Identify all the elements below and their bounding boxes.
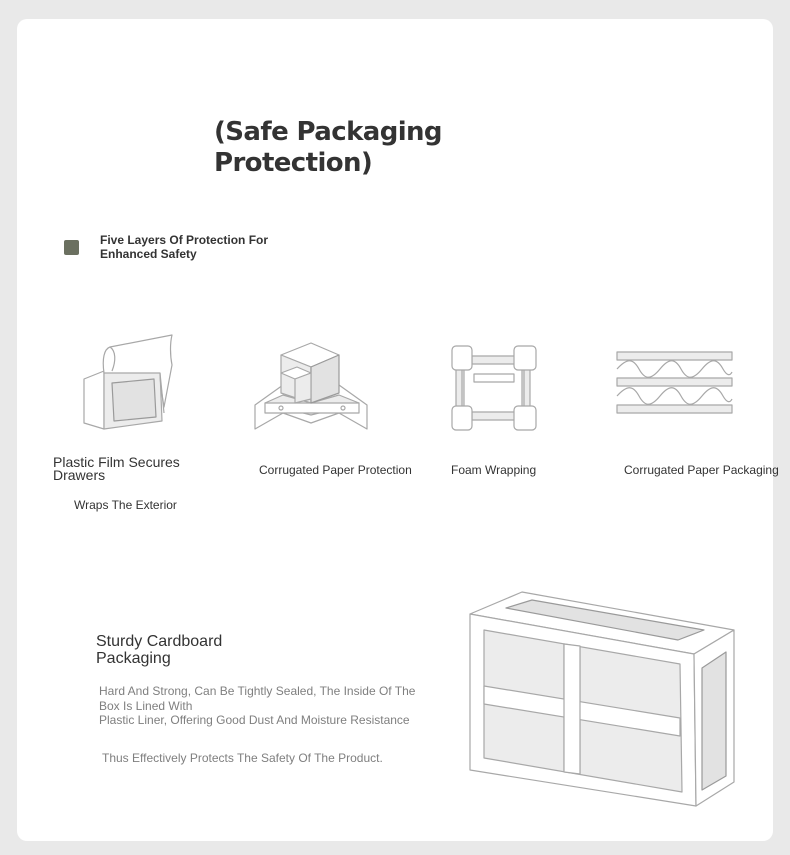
sturdy-title: Sturdy Cardboard Packaging [96,633,223,667]
layer-label-foam: Foam Wrapping [451,463,537,477]
sturdy-description [99,684,429,728]
layer-label-corrugated-protection: Corrugated Paper Protection [259,463,412,477]
page-title: (Safe Packaging Protection) [214,117,442,178]
layer-sublabel-exterior: Wraps The Exterior [74,498,177,512]
sturdy-safety-text: Thus Effectively Protects The Safety Of The Product. [102,751,383,765]
cardboard-box-icon [464,586,738,815]
sturdy-description-line: Plastic Liner, Offering Good Dust And Moisture Resistance [99,713,410,727]
corrugated-layers-icon [616,350,734,421]
highlight-text: Five Layers Of Protection For Enhanced Safety [100,233,269,261]
foam-frame-icon [450,344,538,437]
highlight-swatch [64,240,79,255]
sturdy-description-line: Hard And Strong, Can Be Tightly Sealed, The Inside Of The Box Is Lined With [99,684,416,713]
plastic-film-drawer-icon [80,333,176,438]
layer-label-plastic-film: Plastic Film Secures Drawers [53,454,180,483]
corner-protector-icon [253,339,371,438]
layer-label-corrugated-packaging: Corrugated Paper Packaging [624,463,779,477]
